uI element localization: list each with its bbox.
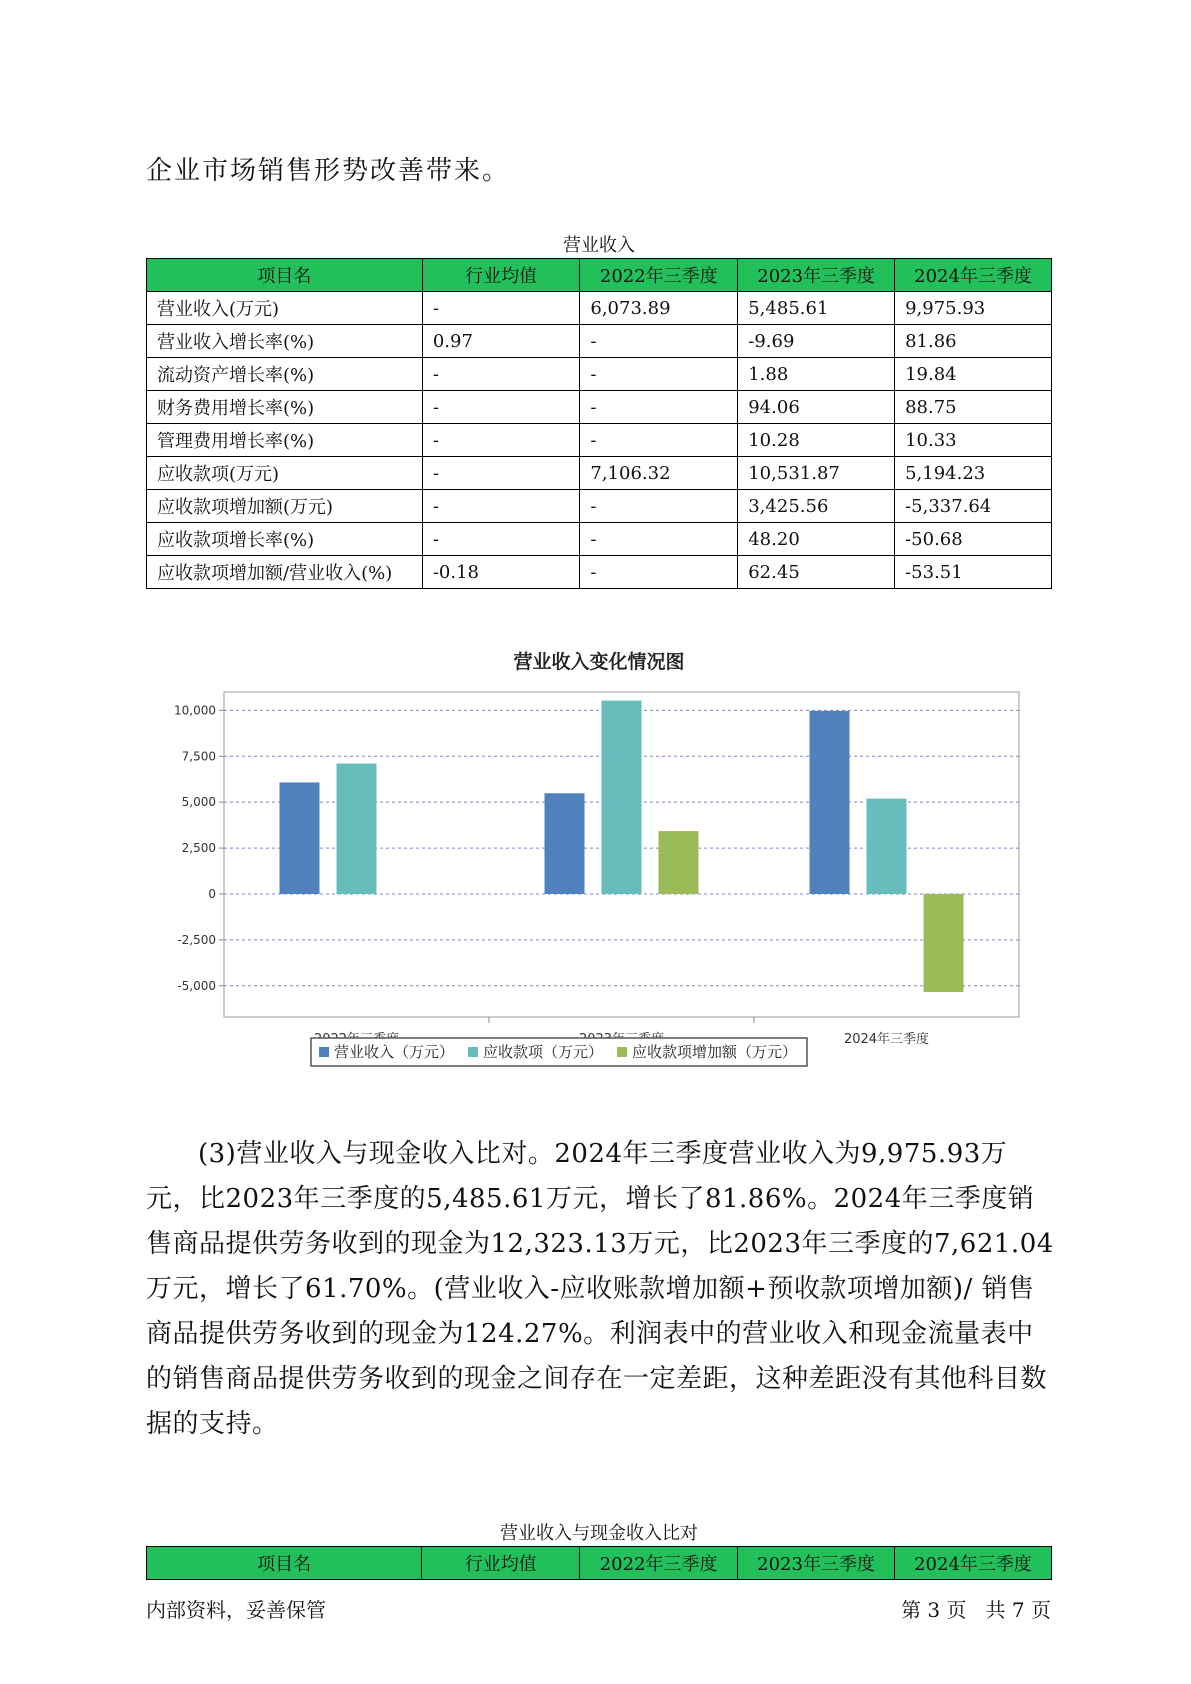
table-cell: 6,073.89 xyxy=(580,292,738,325)
table-cell: 7,106.32 xyxy=(580,457,738,490)
table-row xyxy=(147,523,1052,556)
y-tick-label: 10,000 xyxy=(174,703,216,718)
table-cell: 88.75 xyxy=(895,391,1052,424)
footer-page-number: 第 3 页 共 7 页 xyxy=(901,1598,1051,1622)
table-cell: -5,337.64 xyxy=(895,490,1052,523)
legend-swatch xyxy=(468,1047,478,1057)
header-industry-avg: 行业均值 xyxy=(422,259,580,292)
bar xyxy=(337,763,377,893)
revenue-chart-svg xyxy=(146,640,1052,1090)
table-cell: - xyxy=(422,358,580,391)
revenue-chart xyxy=(146,640,1052,1090)
bar xyxy=(602,701,642,894)
footer-confidential: 内部资料，妥善保管 xyxy=(146,1598,326,1622)
table-row xyxy=(147,424,1052,457)
bar xyxy=(810,711,850,894)
chart-title: 营业收入变化情况图 xyxy=(513,651,685,673)
table-cell: 10.28 xyxy=(738,424,895,457)
table-cell: 应收款项(万元) xyxy=(147,457,423,490)
legend-label: 营业收入（万元） xyxy=(334,1043,455,1061)
table-row xyxy=(147,358,1052,391)
table-cell: 48.20 xyxy=(738,523,895,556)
table-cell: - xyxy=(580,556,738,589)
legend-label: 应收款项增加额（万元） xyxy=(632,1043,798,1061)
legend-swatch xyxy=(319,1047,329,1057)
bar xyxy=(867,799,907,894)
table-cell: -0.18 xyxy=(422,556,580,589)
table1-caption: 营业收入 xyxy=(563,235,635,256)
header-2022q3: 2022年三季度 xyxy=(580,1547,738,1580)
table-cell: 10.33 xyxy=(895,424,1052,457)
table-cell: -9.69 xyxy=(738,325,895,358)
table-cell: - xyxy=(422,457,580,490)
table-cell: - xyxy=(580,358,738,391)
table-cell: - xyxy=(580,424,738,457)
y-tick-label: 5,000 xyxy=(181,795,216,810)
header-2024q3: 2024年三季度 xyxy=(895,1547,1052,1580)
table-row xyxy=(147,556,1052,589)
table-cell: 5,485.61 xyxy=(738,292,895,325)
table-cell: 财务费用增长率(%) xyxy=(147,391,423,424)
table-cell: - xyxy=(422,292,580,325)
table-cell: 应收款项增长率(%) xyxy=(147,523,423,556)
table-cell: 1.88 xyxy=(738,358,895,391)
header-2023q3: 2023年三季度 xyxy=(738,259,895,292)
analysis-paragraph-text: (3)营业收入与现金收入比对。2024年三季度营业收入为9,975.93万元，比2023年三季度的5,485.61万元，增长了81.86%。2024年三季度销售商品提供劳务收到的现金为12,323.13万元，比2023年三季度的7,621.04万元，增长了61.70%。(营业收入-应收账款增加额+预收款项增加额)/ 销售商品提供劳务收到的现金为124.27%。利润表中的营业收入和现金流量表中的销售商品提供劳务收到的现金之间存在一定差距，这种差距没有其他科目数据的支持。 xyxy=(146,1139,1054,1439)
header-industry-avg: 行业均值 xyxy=(422,1547,580,1580)
y-tick-label: 7,500 xyxy=(181,749,216,764)
table-cell: 81.86 xyxy=(895,325,1052,358)
revenue-table xyxy=(146,258,1052,589)
table-cell: - xyxy=(422,391,580,424)
cash-comparison-table xyxy=(146,1546,1052,1580)
table-cell: - xyxy=(580,523,738,556)
bar xyxy=(924,894,964,992)
table-cell: -53.51 xyxy=(895,556,1052,589)
y-tick-label: -2,500 xyxy=(177,932,216,947)
y-tick-label: 2,500 xyxy=(181,841,216,856)
table-cell: - xyxy=(422,523,580,556)
y-tick-label: 0 xyxy=(208,886,216,901)
chart-legend xyxy=(311,1038,807,1066)
table-cell: -50.68 xyxy=(895,523,1052,556)
bar xyxy=(545,793,585,894)
bar xyxy=(659,831,699,894)
table-cell: 流动资产增长率(%) xyxy=(147,358,423,391)
header-item: 项目名 xyxy=(147,1547,422,1580)
legend-label: 应收款项（万元） xyxy=(483,1043,604,1061)
header-item: 项目名 xyxy=(147,259,423,292)
table-cell: - xyxy=(580,391,738,424)
table-row xyxy=(147,292,1052,325)
table-row xyxy=(147,325,1052,358)
table-cell: - xyxy=(422,424,580,457)
table-cell: 62.45 xyxy=(738,556,895,589)
table1-body xyxy=(147,292,1052,589)
table2-caption: 营业收入与现金收入比对 xyxy=(500,1523,698,1544)
table2-header-row xyxy=(147,1547,1052,1580)
table-row xyxy=(147,457,1052,490)
table-row xyxy=(147,490,1052,523)
table-cell: 应收款项增加额/营业收入(%) xyxy=(147,556,423,589)
lead-text: 企业市场销售形势改善带来。 xyxy=(146,156,511,186)
table-cell: - xyxy=(580,490,738,523)
table-cell: - xyxy=(422,490,580,523)
header-2024q3: 2024年三季度 xyxy=(895,259,1052,292)
analysis-paragraph xyxy=(146,1132,1056,1447)
table-cell: 营业收入(万元) xyxy=(147,292,423,325)
table-cell: 营业收入增长率(%) xyxy=(147,325,423,358)
header-2023q3: 2023年三季度 xyxy=(738,1547,895,1580)
table-cell: 9,975.93 xyxy=(895,292,1052,325)
header-2022q3: 2022年三季度 xyxy=(580,259,738,292)
table1-header-row xyxy=(147,259,1052,292)
bar xyxy=(280,782,320,894)
table-cell: 10,531.87 xyxy=(738,457,895,490)
table-cell: 应收款项增加额(万元) xyxy=(147,490,423,523)
y-tick-label: -5,000 xyxy=(177,978,216,993)
table-cell: 0.97 xyxy=(422,325,580,358)
table-row xyxy=(147,391,1052,424)
table-cell: 5,194.23 xyxy=(895,457,1052,490)
table-cell: 3,425.56 xyxy=(738,490,895,523)
table-cell: 94.06 xyxy=(738,391,895,424)
table-cell: 管理费用增长率(%) xyxy=(147,424,423,457)
x-tick-label: 2024年三季度 xyxy=(843,1032,930,1047)
legend-swatch xyxy=(617,1047,627,1057)
table-cell: 19.84 xyxy=(895,358,1052,391)
table-cell: - xyxy=(580,325,738,358)
